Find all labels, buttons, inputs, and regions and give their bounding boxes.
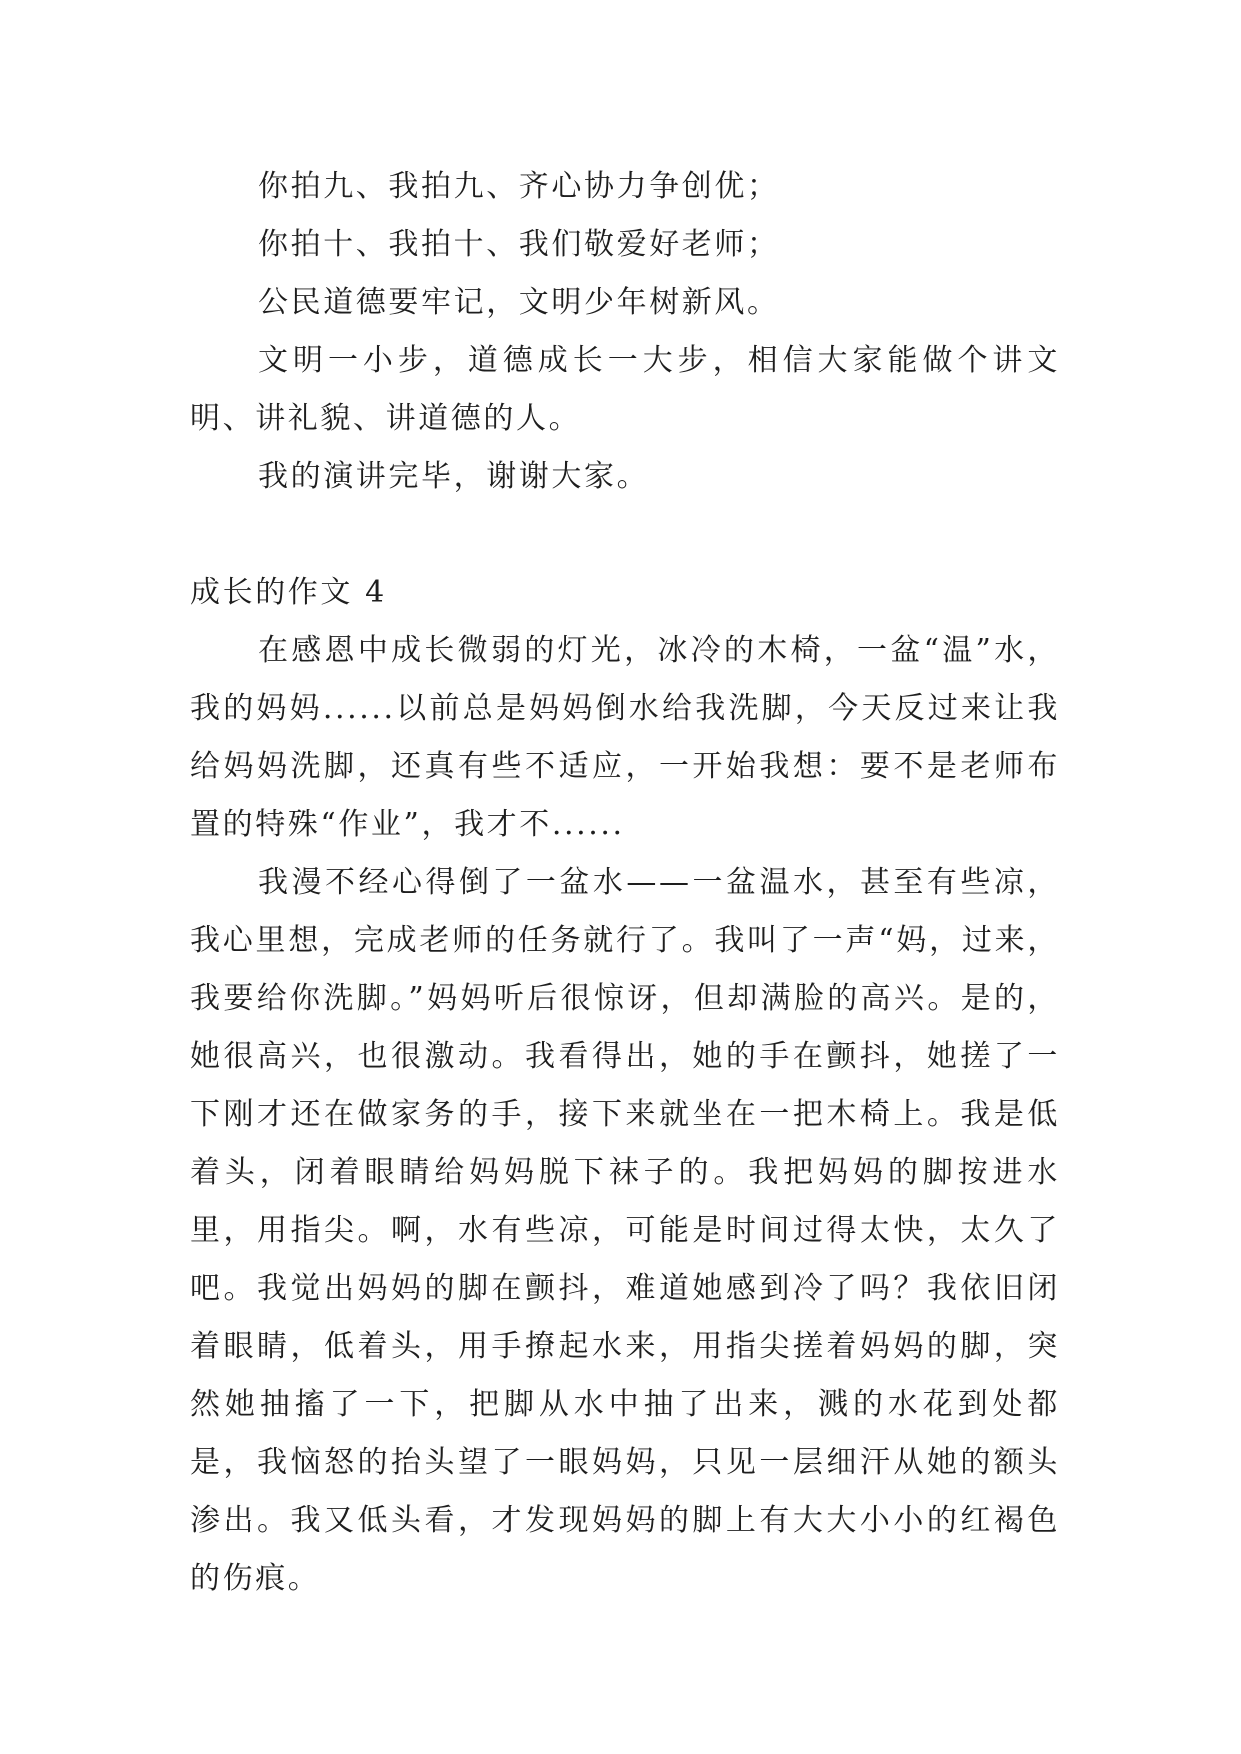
paragraph: 文明一小步，道德成长一大步，相信大家能做个讲文明、讲礼貌、讲道德的人。 (190, 343, 1060, 436)
paragraph: 公民道德要牢记，文明少年树新风。 (258, 285, 780, 320)
paragraph: 你拍九、我拍九、齐心协力争创优； (258, 169, 780, 204)
paragraph: 我的演讲完毕，谢谢大家。 (258, 459, 650, 494)
paragraph: 我漫不经心得倒了一盆水——一盆温水，甚至有些凉，我心里想，完成老师的任务就行了。我叫了一声“妈，过来，我要给你洗脚。”妈妈听后很惊讶，但却满脸的高兴。是的，她很高兴，也很激动。我看得出，她的手在颤抖，她搓了一下刚才还在做家务的手，接下来就坐在一把木椅上。我是低着头，闭着眼睛给妈妈脱下袜子的。我把妈妈的脚按进水里，用指尖。啊，水有些凉，可能是时间过得太快，太久了吧。我觉出妈妈的脚在颤抖，难道她感到冷了吗？我依旧闭着眼睛，低着头，用手撩起水来，用指尖搓着妈妈的脚，突然她抽搐了一下，把脚从水中抽了出来，溅的水花到处都是，我恼怒的抬头望了一眼妈妈，只见一层细汗从她的额头渗出。我又低头看，才发现妈妈的脚上有大大小小的红褐色的伤痕。 (190, 865, 1060, 1596)
document-body (190, 158, 1060, 1608)
paragraph: 你拍十、我拍十、我们敬爱好老师； (258, 227, 780, 262)
paragraph: 在感恩中成长微弱的灯光，冰冷的木椅，一盆“温”水，我的妈妈......以前总是妈妈倒水给我洗脚，今天反过来让我给妈妈洗脚，还真有些不适应，一开始我想：要不是老师布置的特殊“作业”，我才不...... (190, 633, 1060, 842)
section-heading: 成长的作文 4 (190, 575, 387, 610)
